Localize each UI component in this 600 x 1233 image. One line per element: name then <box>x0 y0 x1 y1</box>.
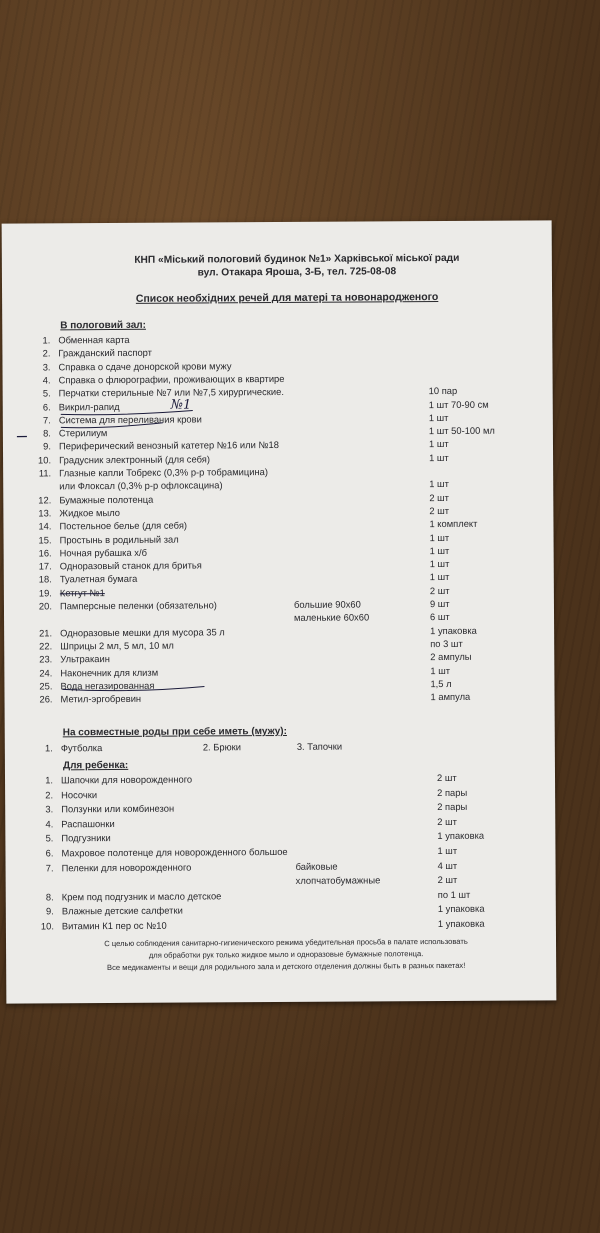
item-number: 10. <box>37 454 52 466</box>
item-quantity: 1 комплект <box>429 517 478 530</box>
item-text: Бумажные полотенца <box>59 493 154 505</box>
item-quantity: 10 пар <box>428 385 458 397</box>
item-text: Стерилиум <box>58 427 108 439</box>
item-text: Перчатки стерильные №7 или №7,5 хирургические. <box>58 386 284 399</box>
list-item <box>5 814 555 830</box>
item-quantity: 1 шт <box>429 571 450 583</box>
item-number: 1. <box>45 774 54 786</box>
item-number: 5. <box>45 832 54 844</box>
item-text: Подгузники <box>61 832 111 844</box>
item-quantity: 2 шт <box>429 491 449 503</box>
item-number: 8. <box>45 891 54 903</box>
item-number: 16. <box>38 547 52 559</box>
item-text: Шприцы 2 мл, 5 мл, 10 мл <box>60 639 174 652</box>
child-heading: Для ребенка: <box>62 759 129 772</box>
item-quantity: 2 шт <box>437 874 458 886</box>
item-number: 8. <box>43 427 51 439</box>
list-item <box>5 785 555 801</box>
item-text: Метил-эргобревин <box>60 692 142 705</box>
item-quantity: 2 ампулы <box>430 651 472 663</box>
item-number: 7. <box>42 414 51 426</box>
item-quantity: 1,5 л <box>430 677 452 689</box>
item-text: Викрил-рапид <box>58 400 120 412</box>
item-quantity: 1 шт <box>429 451 449 463</box>
item-text: Ультракаин <box>60 653 110 665</box>
item-quantity: 1 шт <box>428 411 449 423</box>
item-number: 19. <box>38 587 52 599</box>
item-text: Витамин К1 пер ос №10 <box>61 919 167 932</box>
item-number: 15. <box>38 533 52 545</box>
item-text: Влажные детские салфетки <box>61 904 183 917</box>
item-quantity: 2 шт <box>429 504 450 516</box>
item-number: 9. <box>45 905 54 917</box>
item-text: Распашонки <box>61 817 115 830</box>
item-number: 5. <box>42 387 51 399</box>
delivery-heading: В пологовий зал: <box>60 319 146 332</box>
item-quantity: 9 шт <box>429 597 450 610</box>
item-number: 13. <box>38 507 52 519</box>
document-sheet <box>2 220 557 1003</box>
item-number: 24. <box>39 666 53 678</box>
item-text: Простынь в родильный зал <box>59 533 179 545</box>
item-number: 6. <box>45 847 54 859</box>
item-quantity: 2 пары <box>437 786 468 798</box>
item-number: 26. <box>39 693 53 705</box>
item-number: 18. <box>38 573 52 585</box>
item-number: 10. <box>40 920 54 932</box>
list-item <box>4 689 554 705</box>
item-quantity: 1 упаковка <box>437 917 485 930</box>
item-number: 6. <box>42 400 51 412</box>
item-number: 9. <box>43 440 52 452</box>
item-quantity: по 3 шт <box>430 637 463 649</box>
item-detail: хлопчатобумажные <box>295 874 381 887</box>
item-text: Одноразовый станок для бритья <box>59 559 202 572</box>
item-number: 3. <box>45 803 54 815</box>
item-number: 3. <box>42 360 51 373</box>
item-detail: большие 90х60 <box>293 598 361 610</box>
item-text: Гражданский паспорт <box>58 347 153 359</box>
item-text: Шапочки для новорожденного <box>60 773 193 786</box>
item-text: Градусник электронный (для себя) <box>59 453 210 466</box>
item-quantity: 2 шт <box>436 771 457 784</box>
item-text: Туалетная бумага <box>59 573 138 585</box>
item-quantity: 1 шт 50-100 мл <box>428 424 495 437</box>
item-text: Крем под подгузник и масло детское <box>61 890 222 903</box>
footer-line-2: для обработки рук только жидкое мыло и одноразовые бумажные полотенца. <box>148 949 424 960</box>
item-quantity: 1 упаковка <box>437 903 485 915</box>
item-text: Махровое полотенце для новорожденного большое <box>61 845 288 859</box>
item-quantity: 1 шт <box>430 664 451 676</box>
item-quantity: 1 шт <box>428 438 449 450</box>
list-item <box>6 916 556 932</box>
item-number: 20. <box>38 600 52 612</box>
joint-row <box>5 738 555 754</box>
item-text: Система для переливания крови <box>58 413 202 426</box>
list-item <box>6 902 556 918</box>
item-quantity: 2 шт <box>429 584 450 596</box>
item-number: 4. <box>45 818 54 830</box>
joint-item-a: Футболка <box>60 742 103 754</box>
item-text: Памперсные пеленки (обязательно) <box>59 599 217 612</box>
item-text: Кетгут №1 <box>59 586 105 599</box>
item-quantity: 1 шт <box>429 558 450 570</box>
list-item <box>5 770 555 786</box>
item-text: Одноразовые мешки для мусора 35 л <box>60 625 225 638</box>
address-line: вул. Отакара Яроша, 3-Б, тел. 725-08-08 <box>197 266 397 279</box>
item-number: 21. <box>39 626 53 639</box>
item-text: Наконечник для клизм <box>60 666 159 678</box>
item-text: Обменная карта <box>58 333 130 346</box>
item-number: 25. <box>39 680 53 692</box>
handwritten-note: №1 <box>170 397 192 413</box>
item-text: Справка о сдаче донорской крови мужу <box>58 359 232 372</box>
item-number: 2. <box>45 788 54 801</box>
item-number: 7. <box>45 861 54 874</box>
joint-num: 1. <box>44 742 53 754</box>
item-text: Вода негазированная <box>60 679 155 692</box>
item-text: Пеленки для новорожденного <box>61 861 192 873</box>
joint-heading: На совместные роды при себе иметь (мужу): <box>62 725 287 739</box>
item-text: Периферический венозный катетер №16 или №18 <box>58 439 279 452</box>
item-quantity: 1 шт <box>429 544 450 556</box>
list-item <box>5 829 555 845</box>
item-quantity: 1 упаковка <box>437 830 485 842</box>
item-quantity: 1 шт <box>429 478 449 490</box>
item-quantity: 2 шт <box>437 815 457 827</box>
item-number: 1. <box>42 334 51 346</box>
item-number: 2. <box>42 347 51 359</box>
item-quantity: 1 упаковка <box>430 624 477 636</box>
footer-line-3: Все медикаменты и вещи для родильного зала и детского отделения должны быть в разных пакетах! <box>106 960 466 973</box>
item-detail: маленькие 60х60 <box>294 611 370 624</box>
item-number: 4. <box>42 374 51 386</box>
item-number: 11. <box>38 467 52 479</box>
list-item <box>5 800 555 816</box>
joint-item-c: 3. Тапочки <box>296 740 343 752</box>
item-quantity: по 1 шт <box>437 888 471 900</box>
item-text: или Флоксал (0,3% р-р офлоксацина) <box>59 479 223 492</box>
item-quantity: 1 ампула <box>430 690 471 703</box>
item-number: 17. <box>38 560 52 572</box>
item-text: Ползунки или комбинезон <box>61 802 175 815</box>
list-item <box>5 843 555 859</box>
item-text: Носочки <box>61 788 98 800</box>
joint-item-b: 2. Брюки <box>202 741 242 753</box>
item-quantity: 1 шт <box>429 531 450 543</box>
item-text: Глазные капли Тобрекс (0,3% р-р тобрамицина) <box>59 466 269 479</box>
list-item <box>6 858 556 874</box>
item-text: Ночная рубашка х/б <box>59 546 147 559</box>
list-item <box>6 873 556 889</box>
item-quantity: 1 шт <box>437 844 458 857</box>
list-item <box>6 887 556 903</box>
item-quantity: 4 шт <box>437 859 458 871</box>
item-quantity: 1 шт 70-90 см <box>428 398 489 410</box>
item-quantity: 2 пары <box>437 801 468 813</box>
footer-line-1: С целью соблюдения санитарно-гигиенического режима убедительная просьба в палате использовать <box>104 936 468 949</box>
item-number: 12. <box>38 493 52 506</box>
item-number: 14. <box>38 520 52 532</box>
item-number: 22. <box>39 640 53 652</box>
item-quantity: 6 шт <box>429 611 450 623</box>
item-number: 23. <box>39 653 53 665</box>
item-detail: байковые <box>295 860 338 872</box>
document-title: Список необхідних речей для матері та новонародженого <box>135 291 439 305</box>
item-text: Жидкое мыло <box>59 506 121 519</box>
item-text: Справка о флюрографии, проживающих в квартире <box>58 372 285 386</box>
org-line: КНП «Міський пологовий будинок №1» Харківської міської ради <box>134 252 460 266</box>
item-text: Постельное белье (для себя) <box>59 519 188 532</box>
